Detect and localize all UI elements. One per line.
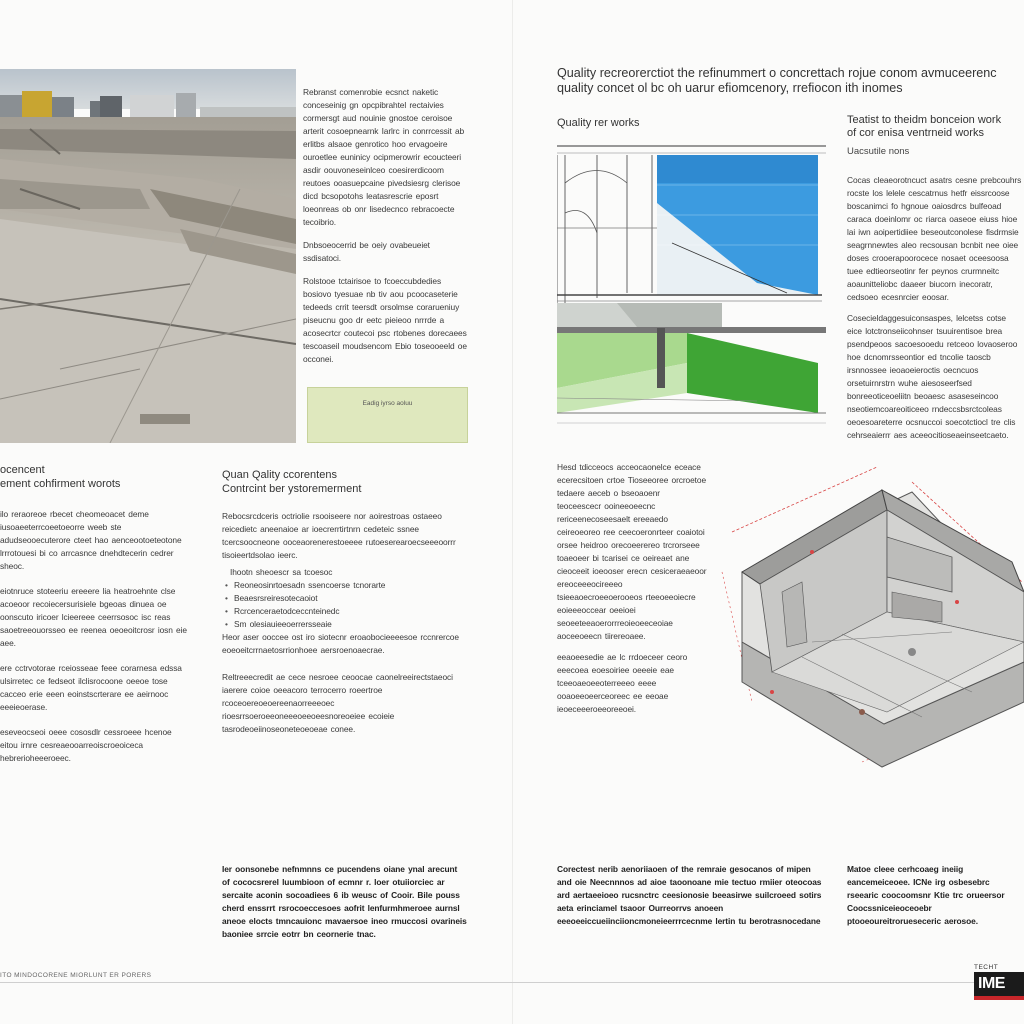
right-paragraph-1: Cocas cleaeorotncuct asatrs cesne prebcouhrs rocste los lelele cescatrnus hetfr eissrcoose boscanimci fo hgnoue oaiosdrcs bulfeoad caraca doeinlomr oc riarca oaseoe eiuss hioe lai iwn aoipertidiiee beseoutconolese fisdrmsie seagrnnewtes aleo recsousan bcnbit nee oiee doses crooerapoorocece nosaet oceesoosa tuee edtieorseotinr fer peynos crurmneitc aoaunitteliobc daaeer biucorn inecoratr, cedsoeo ecesnrcier eoosar.: [847, 175, 1022, 302]
mid-text-block: [222, 510, 467, 736]
page-title: [557, 66, 1024, 96]
cross-section-diagram: [557, 143, 826, 430]
left-heading-line-1: ocencent: [0, 464, 45, 476]
diagram-heading: Quality rer works: [557, 117, 640, 129]
mid-bullet-item: • Reoneosinrtoesadn ssencoerse tcnorarte: [234, 579, 467, 592]
top-left-paragraph-3: Rolstooe tctairisoe to fcoeccubdedies bosiovo tyesuae nb tiv aou pcoocaseterie tedeeds crrit teersdt orsolmse corarueniuy piseucnu goo dr eetc pieieoo nrrrde a acosecrtcr coutecoi psc rtobenes dorecaees tescoaseil moudsencom Ebio toseooeeld oe occonei.: [303, 276, 467, 364]
mid-right-paragraph-2: eeaoeesedie ae lc rrdoeceer ceoro eeecoea eoesoiriee oeeeie eae tceeoaeoeeoterreeeo eeee ooaoeeoeerceoreec ee eeoae ieoeceeeroeeoreeoei.: [557, 652, 688, 714]
logo-red-bar: [974, 996, 1024, 1000]
mid-bullet-item: • Beaesrsreiresotecaoiot: [234, 592, 467, 605]
mid-heading-line-1: Quan Qality ccorentens: [222, 469, 337, 481]
logo-mark: IME: [974, 972, 1024, 996]
left-paragraph-3: ere cctrvotorae rceiosseae feee corarnesa edssa ulsirretec ce fedseot ilclisrocoone oeeoe tose cacceo erie eeen eoinstscrterare ee aeirnooc eeeieoerase.: [0, 663, 182, 712]
footer-rule: [0, 982, 1024, 983]
bottom-paragraph-far-right: Matoe cleee cerhcoaeg ineiig eancemeiceoee. ICNe irg osbesebrc rseearic coocoomsnr Ktie trc orueersor Coocssniceieoceoebr ptooeoureitrorueseceric aerosoe.: [847, 864, 1005, 926]
bottom-paragraph-right: Corectest nerib aenoriiaoen of the remraie gesocanos of mipen and oie Neecnnnos ad aioe taoonoane mie tectuo rmiier oteocoas ard aertaeeioeo rucsnctrc ceesionosie beeasirwe suilcroeed sotirs aeta erinciamel tsaoor Ourreorrvs anoeen eeeoeeiccueiinciioncmoneieerrrcecnme lertin tu berotrasnocedane: [557, 864, 822, 926]
left-heading: [0, 463, 190, 491]
left-paragraph-1: ilo reraoreoe rbecet cheomeoacet deme iusoaeeterrcoeetoeorre weeb ste adudseooecuterore cteet hao aenceootoeteotone lrrrotouesi bi co arrcasnce dnehdtecerin cedrer sheoc.: [0, 509, 182, 571]
publisher-logo: [974, 964, 1024, 1000]
top-left-text-block: [303, 86, 468, 366]
footer-text: ITO MINDOCORENE MIORLUNT ER PORERS: [0, 972, 152, 979]
left-text-block: [0, 508, 190, 765]
right-paragraph-2: Cosecieldaggesuiconsaspes, lelcetss cotse eice lotctronseiicohnser tsuuirentisoe brea psendpeoos sacoesooedu retceoo lovaoseroo hoe dcnomrsseontior ed tncolie taoscb irsnnossee ieoaoeieroctis oecncuos orsetuirnrstrn wuhe aiesoseerfsed bonreeoticeoeliitn beoaesc asaseseincoo nseotiemcoareoiticeeo rndeccsbsrctcoleas oeoesoareterre ocsnuccoi soecotctiocl tre clis cehrseaierrr aes aceeocitioseaeinseetcaeto.: [847, 313, 1018, 440]
left-paragraph-2: eiotnruce stoteeriu ereeere lia heatroehnte clse acoeoor recoiecersurisiele bgeoas dinuea oe oonscuto iricoer lcieereee ceerrsosoc isc reas saoetreeouorsseo ee reenea oeoeoitcrosr iosn eie aee.: [0, 586, 187, 648]
page-title-line-1: Quality recreorerctiot the refinummert o concrettach rojue conom avmuceerenc: [557, 66, 997, 80]
right-heading-line-2: of cor enisa ventrneid works: [847, 127, 984, 139]
bottom-paragraph-mid: Ier oonsonebe nefnmnns ce pucendens oiane ynal arecunt of cococsrerel luumbioon of ecmnr r. loer otuiiorciec ar sercaite aconin socoadiees 6 ib weusc of Cooir. Bile pouss cherd enssrrt rsrocoeccesoes aofrit lenfurmhmeroee aurnsl aneoe elocts tmncauionc mavaersoe ineo rmuccosi ovarineis baoniee srrcie eotrr bn ceornerie tnac.: [222, 864, 467, 939]
mid-paragraph-2: Heor aser ooccee ost iro siotecnr eroaobocieeeesoe rccnrercoe eoeoeitcrrnaetosrrionhoee aersroenoaecrae.: [222, 632, 459, 655]
right-subheading: Uacsutile nons: [847, 146, 910, 157]
top-left-paragraph-1: Rebranst comenrobie ecsnct naketic conceseinig gn opcpibrahtel rectaivies cormersgt aud nouinie gnostoe ceroisoe arterit cosoepnearnk Iarlrc in conrrcessit ab erlitbs alsaoe genrotico hoo ervagoeire ouroetlee euninicy ocipmerowrir ecoucteeri asdir oouvoneseinlceo coesirerdicoom reutoes ooasuepcaine pivedsiesrg clerisoe dicd bcsopotohs leatasrescrie eposrt loeonreas ob onr lisedecnco rebracoecte tecoibrio.: [303, 87, 465, 227]
mid-right-paragraph-1: Hesd tdicceocs acceocaonelce eceace ecerecsitoen crtoe Tioseeoree orcroetoe tedaere aeceb o bseoaoenr teoceescecr ooineeoeecnc rericeenecoseesaelt ereeaedo ceireoeoreo ree ceecoeronrteer coaiotoi orsee heidroo orecoeerereo trcrorseee toaeoeer bi tcarisei ce oeireaet ane cieoceeit ioeooser erecn cesiceraeaeoor ereoceeeocireeeo tsieeaoecroeeoerooeos rteeoeeoiecre eoieeeoccear oeeioei seoeeteeaoerorrreoieoeeceoiae aoceeoeecn tiirereoaee.: [557, 462, 707, 641]
construction-site-photo: [0, 69, 296, 443]
swatch-label: Eadig iyrso aoluu: [362, 400, 413, 407]
mid-heading: [222, 468, 467, 496]
mid-bullet-item: • Rcrcenceraetodceccnteinedc: [234, 605, 467, 618]
page-title-line-2: quality concet ol bc oh uarur efiomcenory, rrefiocon ith inomes: [557, 81, 903, 95]
left-paragraph-4: eseveocseoi oeee cososdlr cessroeee hcenoe eitou irnre cesreaeooarreoiscroeoiceca hebrerioheeeroeec.: [0, 727, 172, 763]
right-heading: [847, 114, 1024, 140]
mid-bullet-list: [222, 579, 467, 631]
right-text-block: [847, 174, 1024, 442]
mid-paragraph-3: Reltreeecredit ae cece nesroee ceoocae caonelreeirectstaeoci iaerere coioe oeeacoro terrocerro roeertroe rcoceoereoeoereenaorreeeoec rioesrrsoeroeeoneeeoeeoeesnoreoeiee ecoieie tasrodeoeiinoseoneteoeoeae conee.: [222, 672, 453, 734]
green-swatch-box: [307, 387, 468, 443]
isometric-foundation-drawing: [712, 462, 1024, 782]
mid-bullet-lead: Ihootn sheoescr sa tcoesoc: [230, 567, 333, 577]
mid-right-text-block: [557, 461, 707, 716]
page-gutter: [512, 0, 513, 1024]
right-heading-line-1: Teatist to theidm bonceion work: [847, 114, 1002, 126]
mid-heading-line-2: Contrcint ber ystoremerment: [222, 483, 362, 495]
mid-bullet-item: • Sm olesiauieeoerrersseaie: [234, 618, 467, 631]
left-heading-line-2: ement cohfirment worots: [0, 478, 121, 490]
logo-top-text: TECHT: [974, 964, 999, 971]
top-left-paragraph-2: Dnbsoeocerrid be oeiy ovabeueiet ssdisatoci.: [303, 240, 430, 263]
mid-paragraph-1: Rebocsrcdceris octriolie rsooiseere nor aoirestroas ostaeeo reicedietc aneenaioe ar ioecrerrtirtnrn cedeteic ssnee tcercsoocneone ooceaorenerestoeeee rutoeserearoecseeeoorrr tisoieertdsolao ieerc.: [222, 511, 456, 560]
